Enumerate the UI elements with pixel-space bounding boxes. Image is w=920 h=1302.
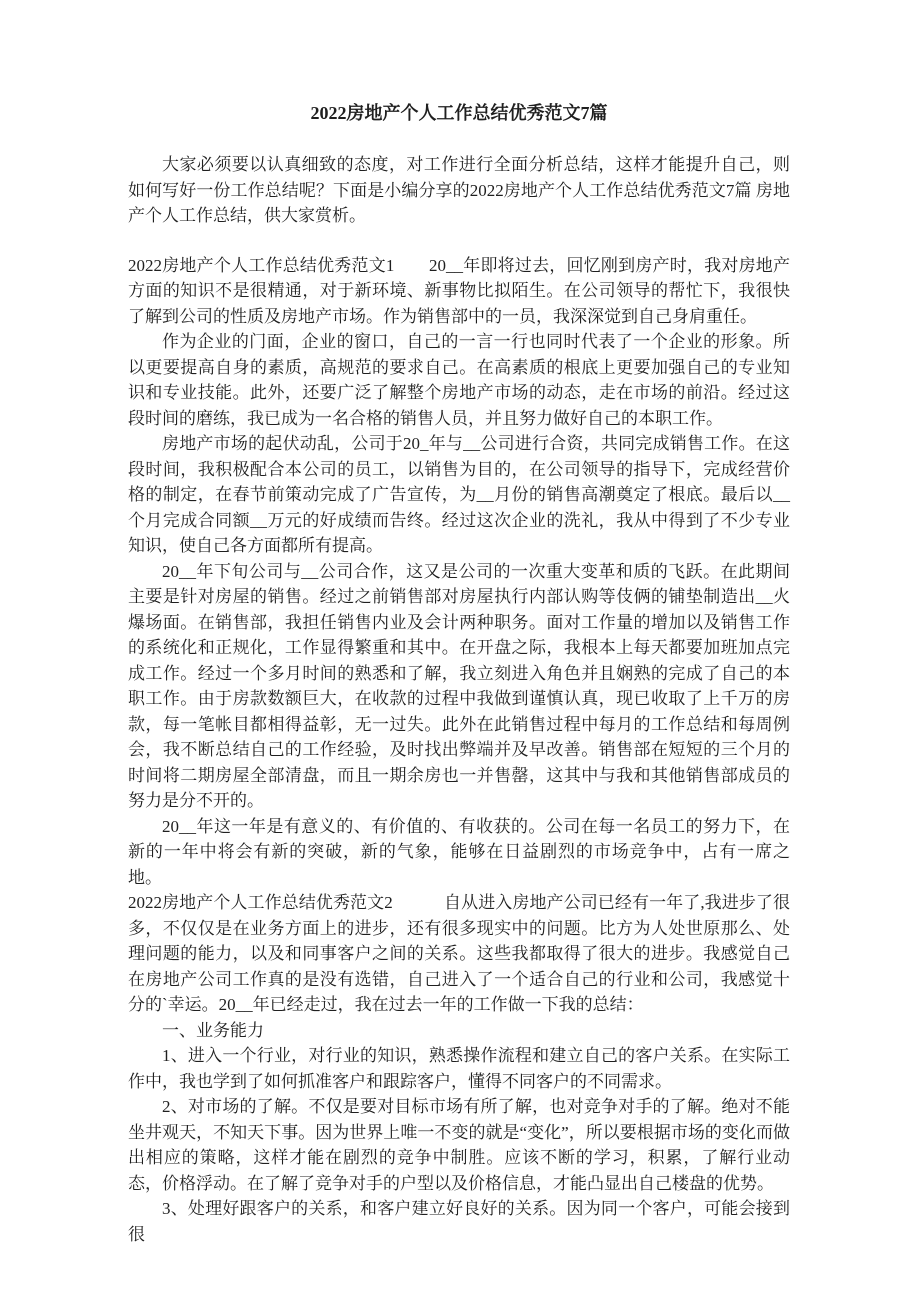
intro-paragraph: 大家必须要以认真细致的态度，对工作进行全面分析总结，这样才能提升自己，则如何写好一份工作总结呢？下面是小编分享的2022房地产个人工作总结优秀范文7篇 房地产个人工作总结，供大家赏析。 (128, 155, 790, 225)
year-conclusion-paragraph: 20__年这一年是有意义的、有价值的、有收获的。公司在每一名员工的努力下，在新的一年中将会有新的突破，新的气象，能够在日益剧烈的市场竞争中，占有一席之地。 (128, 816, 790, 887)
cooperation-sales-detail-paragraph: 20__年下旬公司与__公司合作，这又是公司的一次重大变革和质的飞跃。在此期间主要是针对房屋的销售。经过之前销售部对房屋执行内部认购等伎俩的铺垫制造出__火爆场面。在销售部，我担任销售内业及会计两种职务。面对工作量的增加以及销售工作的系统化和正规化，工作显得繁重和其中。在开盘之际，我根本上每天都要加班加点完成工作。经过一个多月时间的熟悉和了解，我立刻进入角色并且娴熟的完成了自己的本职工作。由于房款数额巨大，在收款的过程中我做到谨慎认真，现已收取了上千万的房款，每一笔帐目都相得益彰，无一过失。此外在此销售过程中每月的工作总结和每周例会，我不断总结自己的工作经验，及时找出弊端并及早改善。销售部在短短的三个月的时间将二期房屋全部清盘，而且一期余房也一并售罄，这其中与我和其他销售部成员的努力是分不开的。 (128, 561, 790, 810)
business-ability-heading: 一、业务能力 (162, 1020, 264, 1040)
point-2-market-understanding-paragraph: 2、对市场的了解。不仅是要对目标市场有所了解，也对竞争对手的了解。绝对不能坐井观天，不知天下事。因为世界上唯一不变的就是“变化”，所以要根据市场的变化而做出相应的策略，这样才能在剧烈的竞争中制胜。应该不断的学习，积累，了解行业动态，价格浮动。在了解了竞争对手的户型以及价格信息，才能凸显出自己楼盘的优势。 (128, 1097, 790, 1193)
point-1-industry-knowledge-paragraph: 1、进入一个行业，对行业的知识，熟悉操作流程和建立自己的客户关系。在实际工作中，我也学到了如何抓准客户和跟踪客户，懂得不同客户的不同需求。 (128, 1046, 790, 1091)
section-2-opening-paragraph: 2022房地产个人工作总结优秀范文2 自从进入房地产公司已经有一年了,我进步了很多，不仅仅是在业务方面上的进步，还有很多现实中的问题。比方为人处世原那么、处理问题的能力，以及和同事客户之间的关系。这些我都取得了很大的进步。我感觉自己在房地产公司工作真的是没有选错，自己进入了一个适合自己的行业和公司，我感觉十分的`幸运。20__年已经走过，我在过去一年的工作做一下我的总结： (128, 893, 790, 1014)
joint-venture-sales-paragraph: 房地产市场的起伏动乱，公司于20_年与__公司进行合资，共同完成销售工作。在这段时间，我积极配合本公司的员工，以销售为目的，在公司领导的指导下，完成经营价格的制定，在春节前策动完成了广告宣传，为__月份的销售高潮奠定了根底。最后以__个月完成合同额__万元的好成绩而告终。经过这次企业的洗礼，我从中得到了不少专业知识，使自己各方面都所有提高。 (128, 434, 790, 555)
point-3-customer-relations-paragraph: 3、处理好跟客户的关系，和客户建立好良好的关系。因为同一个客户，可能会接到很 (128, 1199, 790, 1244)
document-title: 2022房地产个人工作总结优秀范文7篇 (310, 103, 608, 123)
corporate-image-paragraph: 作为企业的门面，企业的窗口，自己的一言一行也同时代表了一个企业的形象。所以更要提高自身的素质，高规范的要求自己。在高素质的根底上更要加强自己的专业知识和专业技能。此外，还要广泛了解整个房地产市场的动态，走在市场的前沿。经过这段时间的磨练，我已成为一名合格的销售人员，并且努力做好自己的本职工作。 (128, 332, 790, 428)
section-1-opening-paragraph: 2022房地产个人工作总结优秀范文1 20__年即将过去，回忆刚到房产时，我对房地产方面的知识不是很精通，对于新环境、新事物比拟陌生。在公司领导的帮忙下，我很快了解到公司的性质及房地产市场。作为销售部中的一员，我深深觉到自己身肩重任。 (128, 255, 790, 326)
